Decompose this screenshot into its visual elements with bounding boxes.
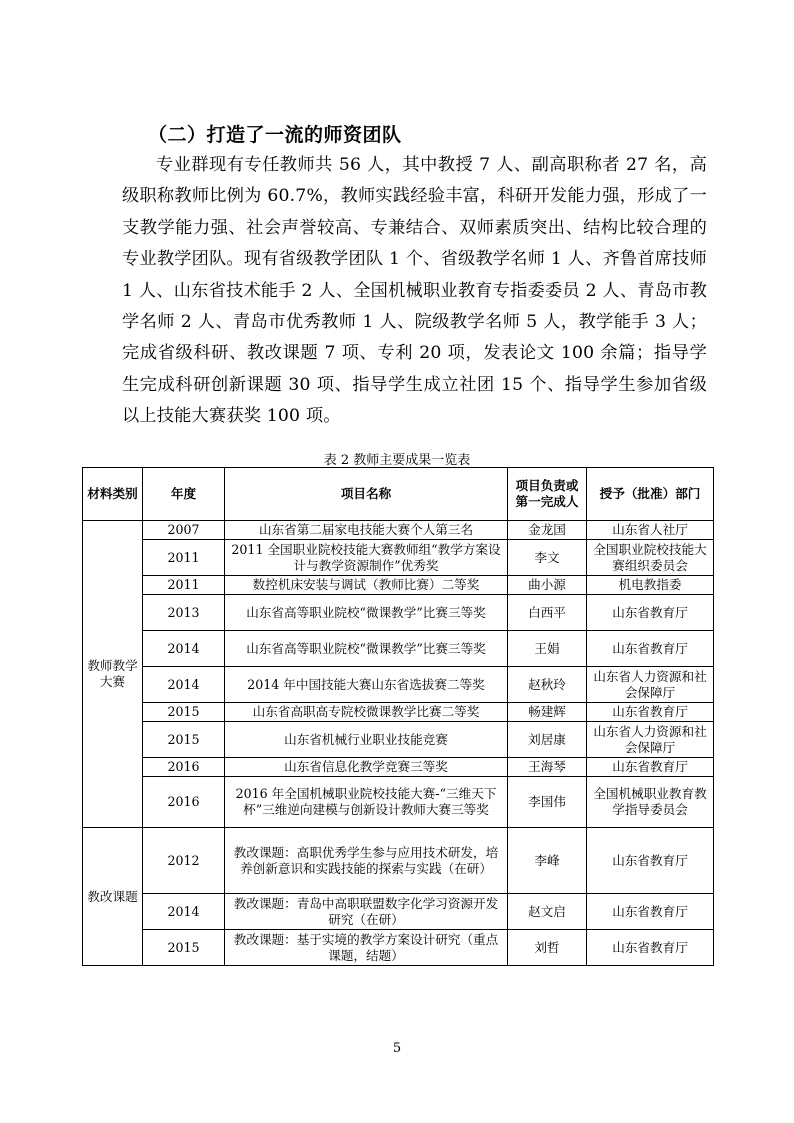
dept-cell: 全国机械职业教育教学指导委员会 — [587, 777, 714, 828]
year-cell: 2015 — [143, 722, 225, 758]
project-name-cell: 山东省高等职业院校“微课教学”比赛三等奖 — [225, 595, 508, 631]
year-cell: 2013 — [143, 595, 225, 631]
table-row — [83, 576, 714, 595]
person-cell: 赵文启 — [508, 894, 587, 930]
project-name-cell: 教改课题：基于实境的教学方案设计研究（重点课题，结题） — [225, 930, 508, 966]
year-cell: 2007 — [143, 521, 225, 540]
project-name-cell: 教改课题：高职优秀学生参与应用技术研发，培养创新意识和实践技能的探索与实践（在研） — [225, 828, 508, 894]
person-cell: 赵秋玲 — [508, 667, 587, 703]
dept-cell: 山东省人力资源和社会保障厅 — [587, 667, 714, 703]
person-cell: 李国伟 — [508, 777, 587, 828]
person-cell: 李文 — [508, 540, 587, 576]
person-cell: 王海琴 — [508, 758, 587, 777]
project-name-cell: 数控机床安装与调试（教师比赛）二等奖 — [225, 576, 508, 595]
table-row — [83, 722, 714, 758]
project-name-cell: 山东省高等职业院校“微课教学”比赛三等奖 — [225, 631, 508, 667]
year-cell: 2014 — [143, 894, 225, 930]
project-name-cell: 山东省机械行业职业技能竞赛 — [225, 722, 508, 758]
project-name-cell: 2014 年中国技能大赛山东省选拔赛二等奖 — [225, 667, 508, 703]
project-name-cell: 山东省信息化教学竞赛三等奖 — [225, 758, 508, 777]
table-row — [83, 595, 714, 631]
project-name-cell: 山东省高职高专院校微课教学比赛二等奖 — [225, 703, 508, 722]
table-row — [83, 828, 714, 894]
year-cell: 2015 — [143, 930, 225, 966]
table-header-row — [83, 468, 714, 521]
year-cell: 2014 — [143, 631, 225, 667]
achievements-table — [82, 467, 714, 966]
section-heading: （二）打造了一流的师资团队 — [148, 124, 402, 146]
project-name-cell: 2011 全国职业院校技能大赛教师组“教学方案设计与教学资源制作”优秀奖 — [225, 540, 508, 576]
table-row — [83, 930, 714, 966]
year-cell: 2012 — [143, 828, 225, 894]
person-cell: 王娟 — [508, 631, 587, 667]
header-dept: 授予（批准）部门 — [587, 468, 714, 521]
person-cell: 金龙国 — [508, 521, 587, 540]
year-cell: 2016 — [143, 758, 225, 777]
year-cell: 2011 — [143, 576, 225, 595]
table-row — [83, 894, 714, 930]
project-name-cell: 教改课题：青岛中高职联盟数字化学习资源开发研究（在研） — [225, 894, 508, 930]
category-cell: 教改课题 — [83, 828, 143, 966]
page-number: 5 — [392, 1041, 402, 1056]
project-name-cell: 2016 年全国机械职业院校技能大赛-“三维天下杯”三维逆向建模与创新设计教师大赛三等奖 — [225, 777, 508, 828]
person-cell: 刘哲 — [508, 930, 587, 966]
category-cell: 教师教学大赛 — [83, 521, 143, 828]
dept-cell: 山东省教育厅 — [587, 595, 714, 631]
header-project-name: 项目名称 — [225, 468, 508, 521]
person-cell: 刘居康 — [508, 722, 587, 758]
project-name-cell: 山东省第二届家电技能大赛个人第三名 — [225, 521, 508, 540]
dept-cell: 山东省人社厅 — [587, 521, 714, 540]
table-row — [83, 758, 714, 777]
table-row — [83, 667, 714, 703]
body-paragraph: 专业群现有专任教师共 56 人，其中教授 7 人、副高职称者 27 名，高级职称教师比例为 60.7%，教师实践经验丰富，科研开发能力强，形成了一支教学能力强、社会声誉较高、专兼结合、双师素质突出、结构比较合理的专业教学团队。现有省级教学团队 1 个、省级教学名师 1 人、齐鲁首席技师 1 人、山东省技术能手 2 人、全国机械职业教育专指委委员 2 人、青岛市教学名师 2 人、青岛市优秀教师 1 人、院级教学名师 5 人，教学能手 3 人；完成省级科研、教改课题 7 项、专利 20 项，发表论文 100 余篇；指导学生完成科研创新课题 30 项、指导学生成立社团 15 个、指导学生参加省级以上技能大赛获奖 100 项。 — [122, 155, 707, 427]
table-row — [83, 631, 714, 667]
dept-cell: 山东省教育厅 — [587, 894, 714, 930]
header-person: 项目负责或第一完成人 — [508, 468, 587, 521]
dept-cell: 山东省教育厅 — [587, 758, 714, 777]
dept-cell: 山东省教育厅 — [587, 631, 714, 667]
table-caption: 表 2 教师主要成果一览表 — [323, 453, 471, 468]
person-cell: 白西平 — [508, 595, 587, 631]
table-row — [83, 703, 714, 722]
dept-cell: 山东省教育厅 — [587, 828, 714, 894]
year-cell: 2015 — [143, 703, 225, 722]
header-category: 材料类别 — [83, 468, 143, 521]
table-row — [83, 777, 714, 828]
dept-cell: 山东省教育厅 — [587, 703, 714, 722]
dept-cell: 全国职业院校技能大赛组织委员会 — [587, 540, 714, 576]
person-cell: 李峰 — [508, 828, 587, 894]
table-row — [83, 540, 714, 576]
dept-cell: 山东省教育厅 — [587, 930, 714, 966]
header-year: 年度 — [143, 468, 225, 521]
dept-cell: 机电教指委 — [587, 576, 714, 595]
table-row — [83, 521, 714, 540]
person-cell: 曲小源 — [508, 576, 587, 595]
person-cell: 畅建辉 — [508, 703, 587, 722]
year-cell: 2014 — [143, 667, 225, 703]
dept-cell: 山东省人力资源和社会保障厅 — [587, 722, 714, 758]
year-cell: 2011 — [143, 540, 225, 576]
year-cell: 2016 — [143, 777, 225, 828]
